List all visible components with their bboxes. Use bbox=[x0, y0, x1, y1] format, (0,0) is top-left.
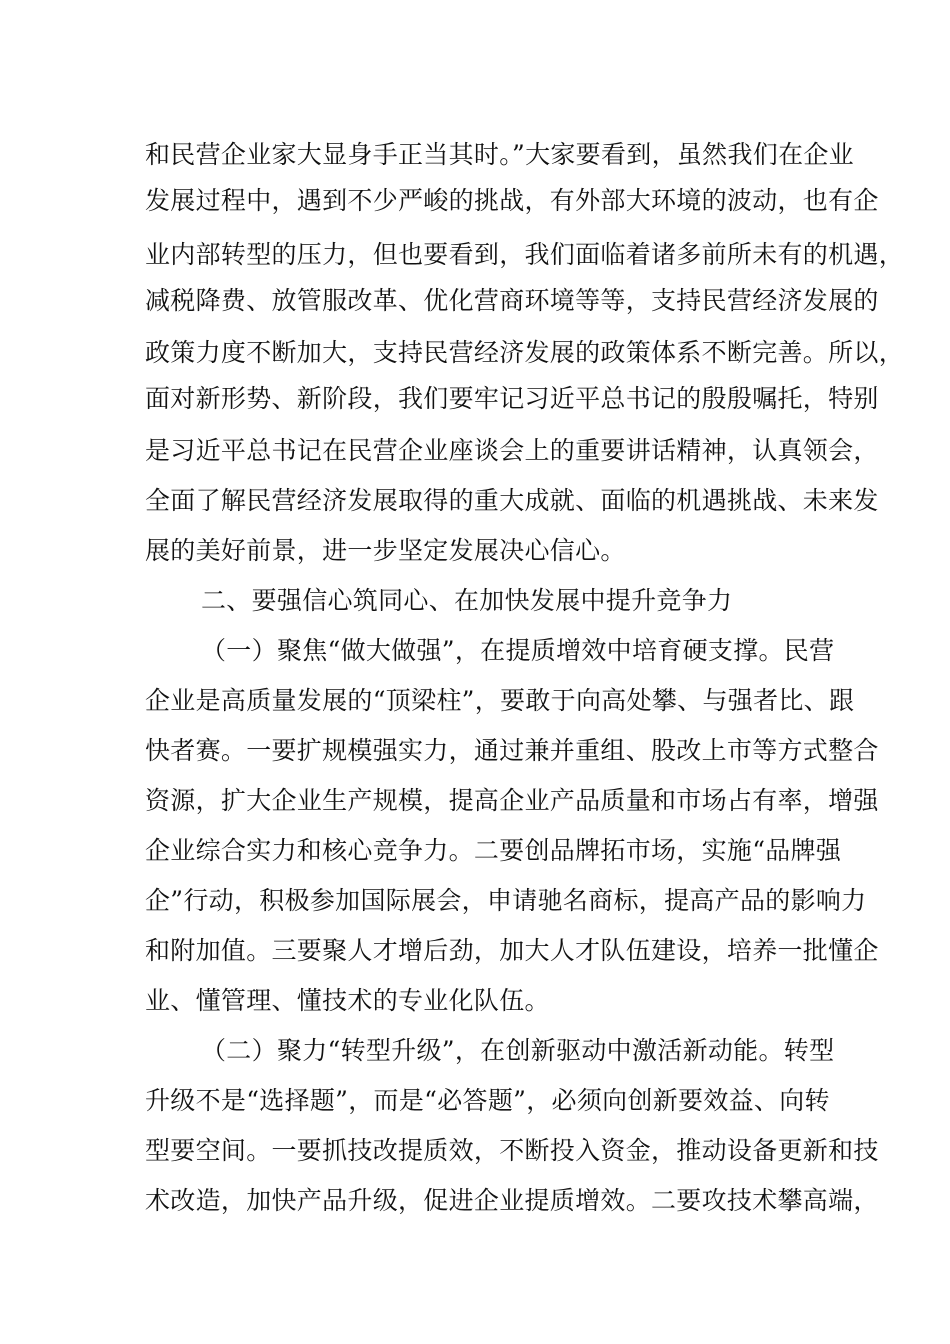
text-line: 企业是高质量发展的“顶梁柱”，要敢于向高处攀、与强者比、跟 bbox=[145, 686, 855, 715]
text-line: 展的美好前景，进一步坚定发展决心信心。 bbox=[145, 536, 626, 565]
text-line: 发展过程中，遇到不少严峻的挑战，有外部大环境的波动，也有企 bbox=[145, 186, 879, 215]
text-line: 政策力度不断加大，支持民营经济发展的政策体系不断完善。所以， bbox=[145, 338, 905, 367]
text-line: 快者赛。一要扩规模强实力，通过兼并重组、股改上市等方式整合 bbox=[145, 736, 879, 765]
text-line: 和民营企业家大显身手正当其时。”大家要看到，虽然我们在企业 bbox=[145, 140, 854, 169]
text-line: 业、懂管理、懂技术的专业化队伍。 bbox=[145, 986, 550, 1015]
text-line: 是习近平总书记在民营企业座谈会上的重要讲话精神，认真领会， bbox=[145, 436, 879, 465]
text-line: 企”行动，积极参加国际展会，申请驰名商标，提高产品的影响力 bbox=[145, 886, 867, 915]
text-line: 和附加值。三要聚人才增后劲，加大人才队伍建设，培养一批懂企 bbox=[145, 936, 879, 965]
text-line: 升级不是“选择题”，而是“必答题”，必须向创新要效益、向转 bbox=[145, 1086, 830, 1115]
subsection-heading: （一）聚焦“做大做强”，在提质增效中培育硬支撑。民营 bbox=[201, 636, 835, 665]
text-line: 资源，扩大企业生产规模，提高企业产品质量和市场占有率，增强 bbox=[145, 786, 879, 815]
text-line: 术改造，加快产品升级，促进企业提质增效。二要攻技术攀高端， bbox=[145, 1186, 879, 1215]
text-line: 企业综合实力和核心竞争力。二要创品牌拓市场，实施“品牌强 bbox=[145, 836, 842, 865]
text-line: 型要空间。一要抓技改提质效，不断投入资金，推动设备更新和技 bbox=[145, 1136, 879, 1165]
text-line: 面对新形势、新阶段，我们要牢记习近平总书记的殷殷嘱托，特别 bbox=[145, 384, 879, 413]
text-line: 全面了解民营经济发展取得的重大成就、面临的机遇挑战、未来发 bbox=[145, 486, 879, 515]
text-line: 业内部转型的压力，但也要看到，我们面临着诸多前所未有的机遇， bbox=[145, 240, 905, 269]
text-line: 减税降费、放管服改革、优化营商环境等等，支持民营经济发展的 bbox=[145, 286, 879, 315]
subsection-heading: （二）聚力“转型升级”，在创新驱动中激活新动能。转型 bbox=[201, 1036, 835, 1065]
section-heading: 二、要强信心筑同心、在加快发展中提升竞争力 bbox=[201, 586, 733, 615]
